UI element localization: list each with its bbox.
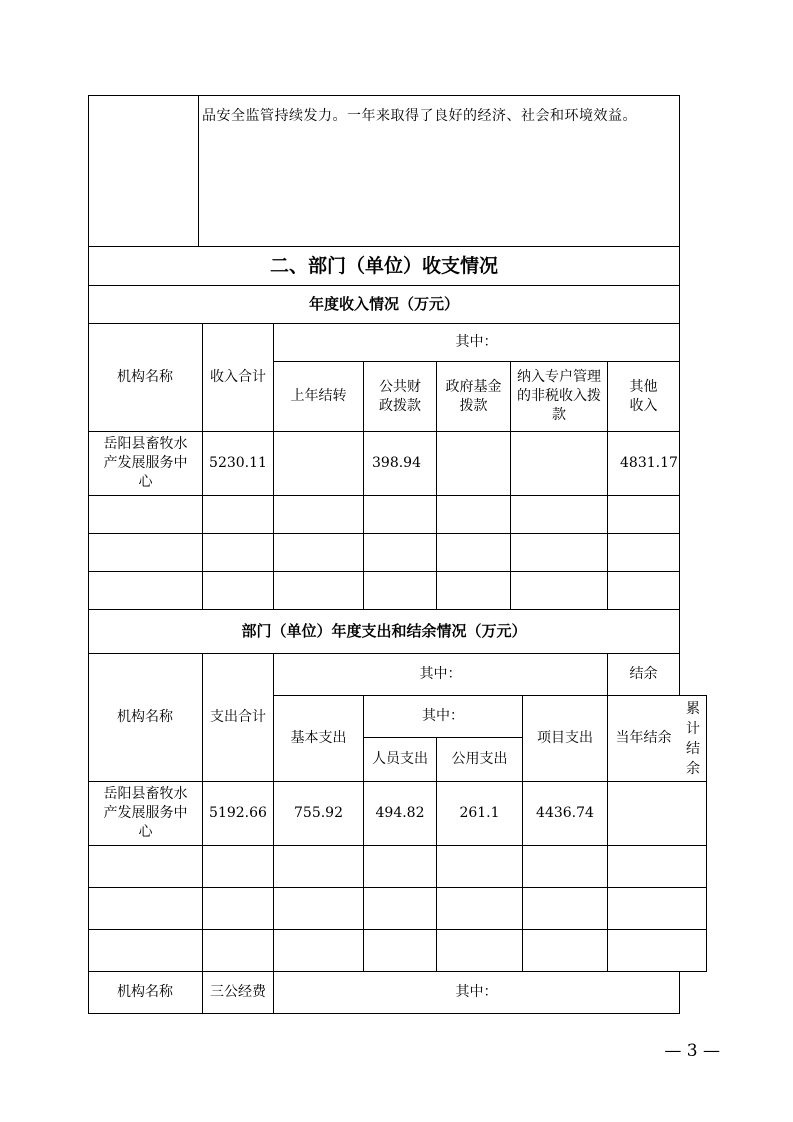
expense-total-header: 支出合计	[210, 709, 266, 725]
three-public-org-header: 机构名称	[117, 984, 173, 1000]
expense-project-header: 项目支出	[537, 730, 593, 746]
income-row-total: 5230.11	[209, 455, 267, 471]
page-number: — 3 —	[664, 1041, 720, 1061]
expense-org-header: 机构名称	[117, 709, 173, 725]
expense-balance-header: 结余	[629, 666, 658, 682]
expense-row-project: 4436.74	[536, 805, 594, 821]
income-row-carryover	[274, 432, 363, 495]
income-other-header: 其他收入	[629, 378, 658, 414]
income-row-org: 岳阳县畜牧水产发展服务中心	[103, 436, 188, 490]
section-title: 二、部门（单位）收支情况	[269, 254, 498, 277]
income-total-header: 收入合计	[210, 369, 266, 385]
expense-row-cum-balance	[680, 782, 706, 845]
expense-of-which2-header: 其中：	[422, 708, 464, 724]
intro-text: 品安全监管持续发力。一年来取得了良好的经济、社会和环境效益。	[202, 108, 637, 124]
expense-row-total: 5192.66	[209, 805, 267, 821]
three-public-of-which: 其中：	[455, 984, 498, 1000]
expense-of-which-header: 其中：	[419, 666, 462, 682]
income-row-special	[511, 432, 607, 495]
expense-title: 部门（单位）年度支出和结余情况（万元）	[241, 622, 527, 640]
income-of-which-header: 其中：	[455, 334, 498, 350]
three-public-label: 三公经费	[210, 984, 266, 1000]
income-row-fiscal: 398.94	[372, 455, 421, 471]
income-row-other: 4831.17	[620, 455, 678, 471]
income-fund-header: 政府基金拨款	[445, 378, 502, 414]
income-carryover-header: 上年结转	[290, 388, 347, 404]
expense-row-year-balance	[608, 782, 679, 845]
expense-cum-balance-header	[680, 696, 706, 781]
income-title: 年度收入情况（万元）	[308, 295, 459, 313]
expense-row-personnel: 494.82	[375, 805, 425, 821]
income-fiscal-header: 公共财政拨款	[379, 378, 421, 414]
expense-personnel-header: 人员支出	[372, 751, 428, 767]
income-org-header: 机构名称	[117, 369, 173, 385]
income-special-header: 纳入专户管理的非税收入拨款	[517, 369, 601, 423]
expense-row-basic: 755.92	[294, 805, 343, 821]
expense-public-header: 公用支出	[451, 751, 508, 767]
income-row-fund	[437, 432, 510, 495]
expense-year-balance-header: 当年结余	[615, 730, 672, 746]
expense-cum-balance-label: 累计结余	[686, 700, 700, 777]
expense-row-public: 261.1	[459, 805, 500, 821]
expense-basic-header: 基本支出	[290, 730, 347, 746]
expense-row-org: 岳阳县畜牧水产发展服务中心	[103, 786, 188, 840]
